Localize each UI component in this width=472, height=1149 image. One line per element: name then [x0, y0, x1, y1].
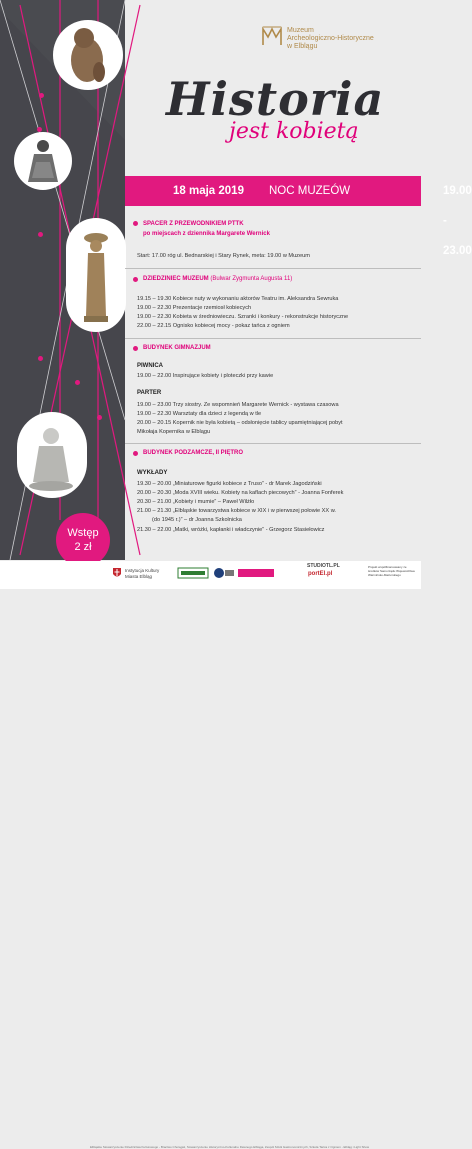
lectures-heading: WYKŁADY [137, 470, 168, 476]
ground-heading: PARTER [137, 390, 162, 396]
lecture-item: 19.30 – 20.00 „Miniaturowe figurki kobiece z Truso” - dr Marek Jagodziński [137, 481, 322, 487]
elblag-crest-icon [112, 567, 122, 579]
ground-item: 20.00 – 20.15 Kopernik nie była kobietą – odsłonięcie tablicy upamiętniającej pobyt [137, 420, 343, 426]
line-node-5 [75, 380, 80, 385]
sponsor-logo-icon [178, 566, 208, 580]
poster-subtitle: jest kobietą [229, 119, 359, 144]
courtyard-heading [143, 275, 292, 284]
walk-subheading: po miejscach z dziennika Margarete Wernick [143, 231, 270, 237]
walk-heading: SPACER Z PRZEWODNIKIEM PTTK [143, 221, 244, 227]
walk-text: Start: 17.00 róg ul. Bednarskiej i Stary Rynek, meta: 19.00 w Muzeum [137, 253, 310, 259]
line-node-3 [38, 232, 43, 237]
price-label: Wstęp [67, 527, 99, 539]
basement-item: 19.00 – 22.00 Inspirujące kobiety i ploteczki przy kawie [137, 373, 274, 379]
credits-line: Elbląskie Stowarzyszenie Dziedzictwa Kulturowego - Bractwo Chorągwi, Stowarzyszenie Historyczno-Kulturalne Dawnego Elbląga, Zespół Szkół Gastronomicznych, Szkoła Tańca z Ogniem - Elbląg i Light Show [90, 1145, 370, 1149]
poster-title: Historia [166, 72, 385, 126]
ground-item: 19.00 – 23.00 Trzy siostry. Ze wspomnień Margarete Wernick - wystawa czasowa [137, 402, 339, 408]
courtyard-place: (Bulwar Zygmunta Augusta 11) [210, 276, 293, 282]
porcelain-figurine-icon [17, 412, 87, 498]
artifact-medallion-2 [14, 132, 72, 190]
ground-item: 19.00 – 22.30 Warsztaty dla dzieci z legendą w tle [137, 411, 262, 417]
price-amount: 2 zł [74, 541, 92, 553]
studiotl-logo: STUDIOTL.PL [307, 563, 340, 569]
artifact-medallion-4 [17, 412, 87, 498]
section-dot [133, 451, 138, 456]
lecture-item: (do 1945 r.)” – dr Joanna Szkolnicka [152, 517, 242, 523]
podzamcze-heading: BUDYNEK PODZAMCZE, II PIĘTRO [143, 450, 244, 456]
sponsor-logo-icon [238, 566, 274, 580]
clay-figurine-icon [53, 20, 123, 90]
courtyard-item: 22.00 – 22.15 Ognisko kobiecej mocy - pokaz tańca z ogniem [137, 323, 290, 329]
courtyard-item: 19.00 – 22.30 Kobieta w średniowieczu. Szranki i konkury - rekonstrukcje historyczne [137, 314, 349, 320]
portel-logo: portEl.pl [308, 571, 333, 577]
line-node-6 [97, 415, 102, 420]
divider [125, 443, 421, 444]
event-name: NOC MUZEÓW [269, 185, 351, 197]
artifact-medallion-3 [66, 218, 126, 332]
courtyard-item: 19.15 – 19.30 Kobiece nuty w wykonaniu aktorów Teatru im. Aleksandra Sewruka [137, 296, 339, 302]
project-note: Projekt współfinansowany ze środków Samorządu Województwa Warmińsko-Mazurskiego [368, 565, 415, 577]
lady-figurine-icon [14, 132, 72, 190]
event-time: 19.00 - 23.00 [443, 185, 472, 257]
section-dot [133, 346, 138, 351]
divider [125, 338, 421, 339]
entry-price-badge [56, 513, 110, 567]
lecture-item: 20.30 – 21.00 „Kobiety i mumie” – Paweł Wilżło [137, 499, 255, 505]
courtyard-item: 19.00 – 22.30 Prezentacje rzemiosł kobiecych [137, 305, 252, 311]
museum-logo-icon [261, 25, 283, 47]
sponsor-logo-icon [212, 566, 234, 580]
section-dot [133, 221, 138, 226]
event-date: 18 maja 2019 [173, 185, 244, 197]
sponsors-footer [0, 561, 421, 1149]
lecture-item: 21.00 – 21.30 „Elbląskie towarzystwa kobiece w XIX i w pierwszej połowie XX w. [137, 508, 336, 514]
museum-name-line3: w Elblągu [287, 43, 318, 50]
line-node-1 [39, 93, 44, 98]
basement-heading: PIWNICA [137, 363, 163, 369]
divider [125, 268, 421, 269]
institution-text: Instytucja Kultury Miasta Elbląg [125, 568, 160, 579]
artifact-medallion-1 [53, 20, 123, 90]
section-dot [133, 277, 138, 282]
museum-name-line1: Muzeum [287, 27, 314, 34]
museum-name-line2: Archeologiczno-Historyczne [287, 35, 374, 42]
lecture-item: 20.00 – 20.30 „Moda XVIII wieku. Kobiety na kaflach piecowych” - Joanna Fonferek [137, 490, 344, 496]
courtyard-title: DZIEDZINIEC MUZEUM [143, 276, 209, 282]
gym-heading: BUDYNEK GIMNAZJUM [143, 345, 211, 351]
lecture-item: 21.30 – 22.00 „Matki, wróżki, kapłanki i władczynie” - Grzegorz Stasiełowicz [137, 527, 325, 533]
wooden-statue-icon [66, 218, 126, 332]
ground-item: Mikołaja Kopernika w Elblągu [137, 429, 211, 435]
line-node-4 [38, 356, 43, 361]
